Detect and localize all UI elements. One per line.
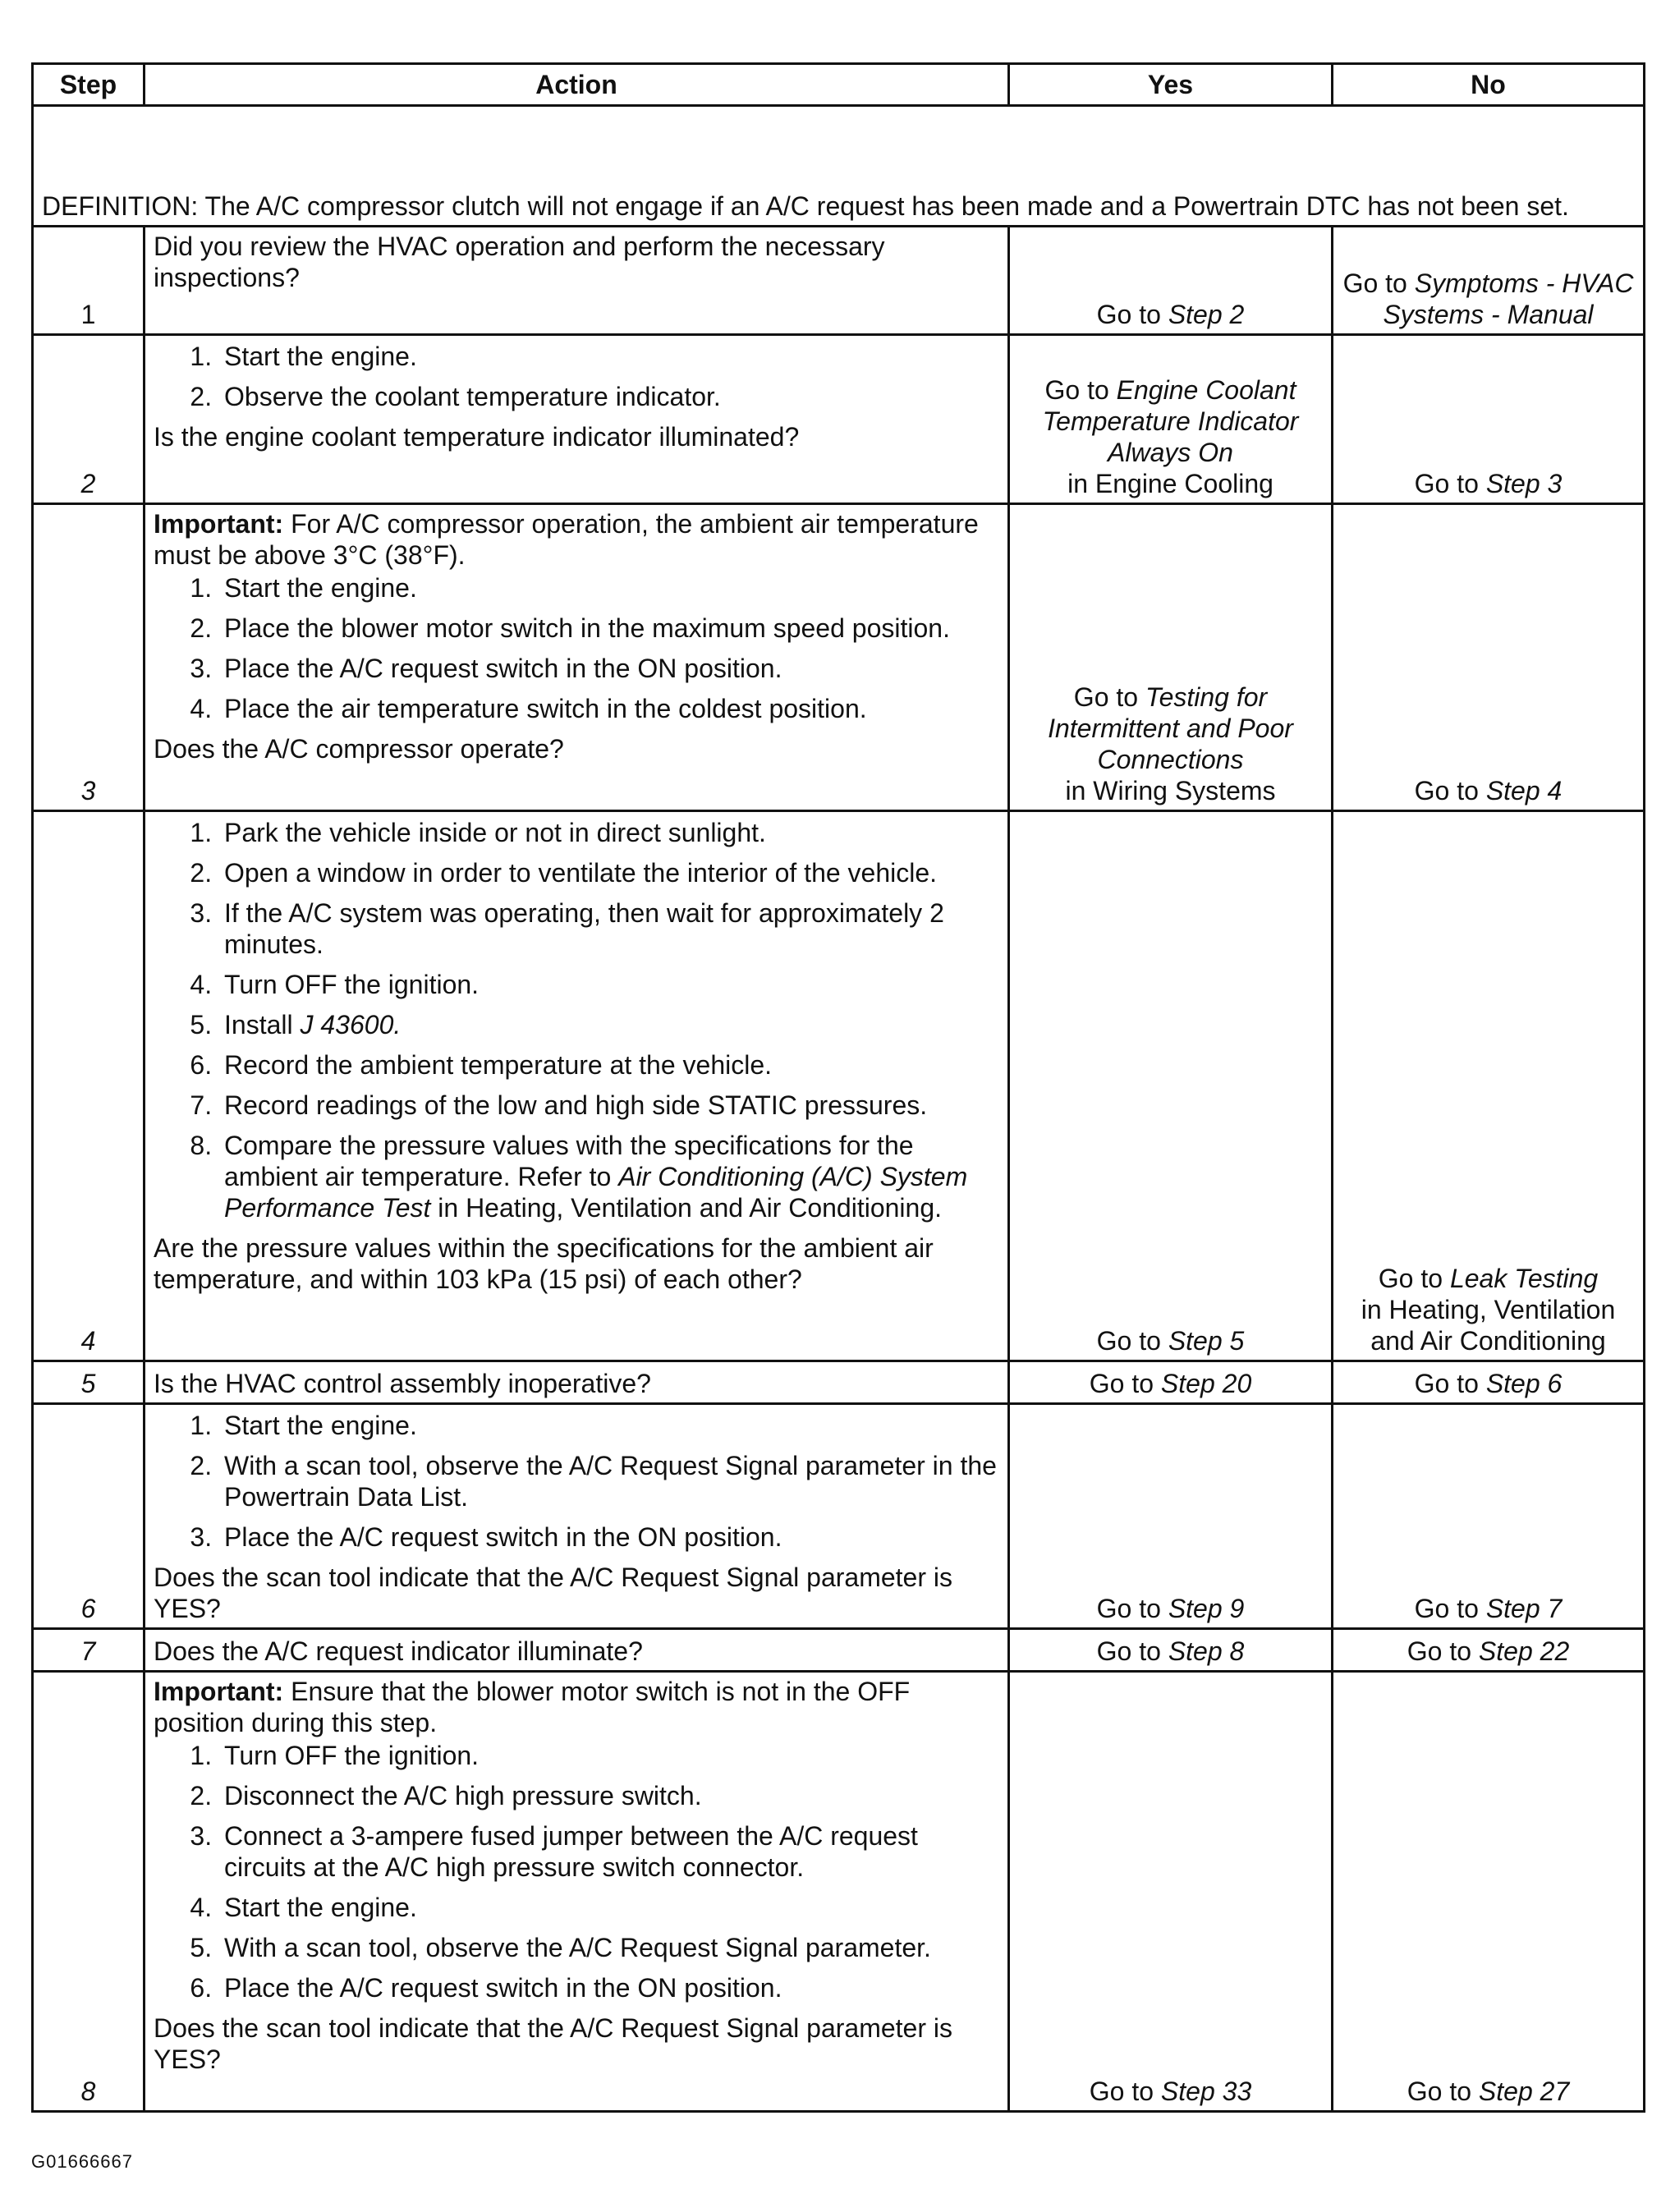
no-link[interactable]: Step 7	[1485, 1594, 1563, 1623]
header-no: No	[1333, 64, 1645, 106]
action-question: Is the HVAC control assembly inoperative?	[154, 1369, 651, 1398]
no-link[interactable]: Step 3	[1485, 469, 1563, 498]
yes-cell	[1009, 504, 1333, 811]
action-step: 5. With a scan tool, observe the A/C Request Signal parameter.	[219, 1932, 999, 1963]
no-prefix: Go to	[1407, 1636, 1479, 1666]
header-yes: Yes	[1009, 64, 1333, 106]
yes-cell	[1009, 1629, 1333, 1672]
important-text: Ensure that the blower motor switch is not in the OFF position during this step.	[154, 1677, 911, 1737]
figure-code: G01666667	[31, 2151, 133, 2172]
yes-link[interactable]: Testing for Intermittent and Poor Connections	[1048, 682, 1293, 774]
action-steps	[154, 1410, 999, 1553]
action-cell	[145, 504, 1009, 811]
step-number: 8	[33, 1672, 145, 2112]
action-step: 3. Place the A/C request switch in the ON position.	[219, 1521, 999, 1553]
no-cell	[1333, 1672, 1645, 2112]
yes-prefix: Go to	[1089, 1369, 1161, 1398]
action-question: Does the A/C request indicator illuminate?	[154, 1636, 643, 1666]
important-note	[154, 508, 999, 571]
action-cell	[145, 811, 1009, 1361]
step-row-1	[33, 227, 1645, 335]
action-step-suffix: in Heating, Ventilation and Air Conditioning.	[430, 1193, 943, 1223]
action-step: 3. Place the A/C request switch in the ON position.	[219, 653, 999, 684]
action-step	[219, 1009, 999, 1040]
no-prefix: Go to	[1342, 268, 1415, 298]
action-step: 2. Disconnect the A/C high pressure switch.	[219, 1780, 999, 1811]
important-note	[154, 1676, 999, 1738]
definition-text: DEFINITION: The A/C compressor clutch will not engage if an A/C request has been made and a Powertrain DTC has not been set.	[33, 106, 1645, 227]
no-prefix: Go to	[1414, 1369, 1486, 1398]
yes-suffix: in Engine Cooling	[1067, 469, 1273, 498]
action-cell	[145, 227, 1009, 335]
yes-suffix: in Wiring Systems	[1065, 776, 1276, 805]
header-step: Step	[33, 64, 145, 106]
yes-prefix: Go to	[1096, 300, 1168, 329]
yes-link[interactable]: Step 33	[1160, 2077, 1252, 2106]
action-step: 4. Place the air temperature switch in the coldest position.	[219, 693, 999, 724]
no-prefix: Go to	[1414, 1594, 1486, 1623]
action-cell	[145, 1404, 1009, 1629]
action-question: Does the scan tool indicate that the A/C Request Signal parameter is YES?	[154, 1563, 952, 1623]
action-step: 1. Start the engine.	[219, 1410, 999, 1441]
step-number: 6	[33, 1404, 145, 1629]
yes-cell	[1009, 1672, 1333, 2112]
yes-cell	[1009, 335, 1333, 504]
step-number: 5	[33, 1361, 145, 1404]
action-step-text: Compare the pressure values with the specifications for the ambient air temperature. Refer to	[224, 1131, 914, 1191]
step-row-4	[33, 811, 1645, 1361]
action-steps	[154, 1740, 999, 2003]
yes-link[interactable]: Engine Coolant Temperature Indicator Always On	[1042, 375, 1299, 467]
no-link[interactable]: Leak Testing	[1449, 1264, 1599, 1293]
diagnostic-table	[31, 62, 1645, 2113]
action-step: 4. Start the engine.	[219, 1892, 999, 1923]
yes-prefix: Go to	[1096, 1594, 1168, 1623]
yes-link[interactable]: Step 20	[1160, 1369, 1252, 1398]
action-question: Are the pressure values within the specifications for the ambient air temperature, and within 103 kPa (15 psi) of each other?	[154, 1233, 934, 1294]
action-step: 4. Turn OFF the ignition.	[219, 969, 999, 1000]
step-number: 1	[33, 227, 145, 335]
tool-reference: J 43600.	[300, 1010, 402, 1039]
action-step	[219, 1130, 999, 1223]
action-question: Did you review the HVAC operation and perform the necessary inspections?	[154, 232, 885, 292]
step-number: 4	[33, 811, 145, 1361]
no-cell	[1333, 335, 1645, 504]
no-cell	[1333, 504, 1645, 811]
no-link[interactable]: Step 27	[1478, 2077, 1570, 2106]
no-cell	[1333, 1629, 1645, 1672]
action-cell	[145, 1361, 1009, 1404]
action-question: Is the engine coolant temperature indicator illuminated?	[154, 422, 800, 452]
no-cell	[1333, 1404, 1645, 1629]
no-cell	[1333, 811, 1645, 1361]
important-label: Important:	[154, 1677, 284, 1706]
step-row-3	[33, 504, 1645, 811]
yes-prefix: Go to	[1044, 375, 1117, 405]
important-label: Important:	[154, 509, 284, 539]
definition-row	[33, 106, 1645, 227]
important-text: For A/C compressor operation, the ambient air temperature must be above 3°C (38°F).	[154, 509, 979, 570]
yes-cell	[1009, 227, 1333, 335]
step-row-6	[33, 1404, 1645, 1629]
no-prefix: Go to	[1407, 2077, 1479, 2106]
action-step: 3. If the A/C system was operating, then wait for approximately 2 minutes.	[219, 897, 999, 960]
no-link[interactable]: Step 6	[1485, 1369, 1563, 1398]
yes-cell	[1009, 1361, 1333, 1404]
no-cell	[1333, 1361, 1645, 1404]
action-question: Does the scan tool indicate that the A/C Request Signal parameter is YES?	[154, 2013, 952, 2074]
yes-link[interactable]: Step 9	[1168, 1594, 1245, 1623]
action-step: 1. Park the vehicle inside or not in direct sunlight.	[219, 817, 999, 848]
step-row-7	[33, 1629, 1645, 1672]
action-step: 1. Start the engine.	[219, 341, 999, 372]
yes-prefix: Go to	[1096, 1326, 1168, 1356]
yes-cell	[1009, 811, 1333, 1361]
header-action: Action	[145, 64, 1009, 106]
yes-prefix: Go to	[1073, 682, 1145, 712]
procedure-link[interactable]: Air Conditioning (A/C) System Performance Test	[224, 1162, 968, 1223]
action-step: 2. Observe the coolant temperature indicator.	[219, 381, 999, 412]
action-cell	[145, 1672, 1009, 2112]
yes-link[interactable]: Step 2	[1168, 300, 1245, 329]
no-suffix: in Heating, Ventilation and Air Conditioning	[1361, 1295, 1616, 1356]
action-question: Does the A/C compressor operate?	[154, 734, 564, 764]
action-step: 3. Connect a 3-ampere fused jumper between the A/C request circuits at the A/C high pressure switch connector.	[219, 1820, 999, 1883]
action-step: 7. Record readings of the low and high side STATIC pressures.	[219, 1090, 999, 1121]
action-step: 2. Place the blower motor switch in the maximum speed position.	[219, 613, 999, 644]
action-cell	[145, 335, 1009, 504]
action-step: 2. Open a window in order to ventilate the interior of the vehicle.	[219, 857, 999, 888]
step-number: 3	[33, 504, 145, 811]
yes-cell	[1009, 1404, 1333, 1629]
action-step: 6. Place the A/C request switch in the ON position.	[219, 1972, 999, 2003]
no-link[interactable]: Symptoms - HVAC Systems - Manual	[1383, 268, 1634, 329]
action-cell	[145, 1629, 1009, 1672]
action-step: 2. With a scan tool, observe the A/C Request Signal parameter in the Powertrain Data List.	[219, 1450, 999, 1512]
yes-prefix: Go to	[1089, 2077, 1161, 2106]
yes-link[interactable]: Step 5	[1168, 1326, 1245, 1356]
step-row-8	[33, 1672, 1645, 2112]
no-cell	[1333, 227, 1645, 335]
action-step: 1. Turn OFF the ignition.	[219, 1740, 999, 1771]
step-number: 7	[33, 1629, 145, 1672]
action-steps	[154, 341, 999, 412]
action-step-text: Install	[224, 1010, 301, 1039]
header-row	[33, 64, 1645, 106]
action-step: 1. Start the engine.	[219, 572, 999, 603]
step-row-5	[33, 1361, 1645, 1404]
no-prefix: Go to	[1414, 469, 1486, 498]
action-steps	[154, 817, 999, 1223]
yes-prefix: Go to	[1096, 1636, 1168, 1666]
action-steps	[154, 572, 999, 724]
yes-link[interactable]: Step 8	[1168, 1636, 1245, 1666]
no-link[interactable]: Step 4	[1485, 776, 1563, 805]
no-prefix: Go to	[1378, 1264, 1450, 1293]
step-row-2	[33, 335, 1645, 504]
no-link[interactable]: Step 22	[1478, 1636, 1570, 1666]
step-number: 2	[33, 335, 145, 504]
action-step: 6. Record the ambient temperature at the vehicle.	[219, 1049, 999, 1081]
no-prefix: Go to	[1414, 776, 1486, 805]
